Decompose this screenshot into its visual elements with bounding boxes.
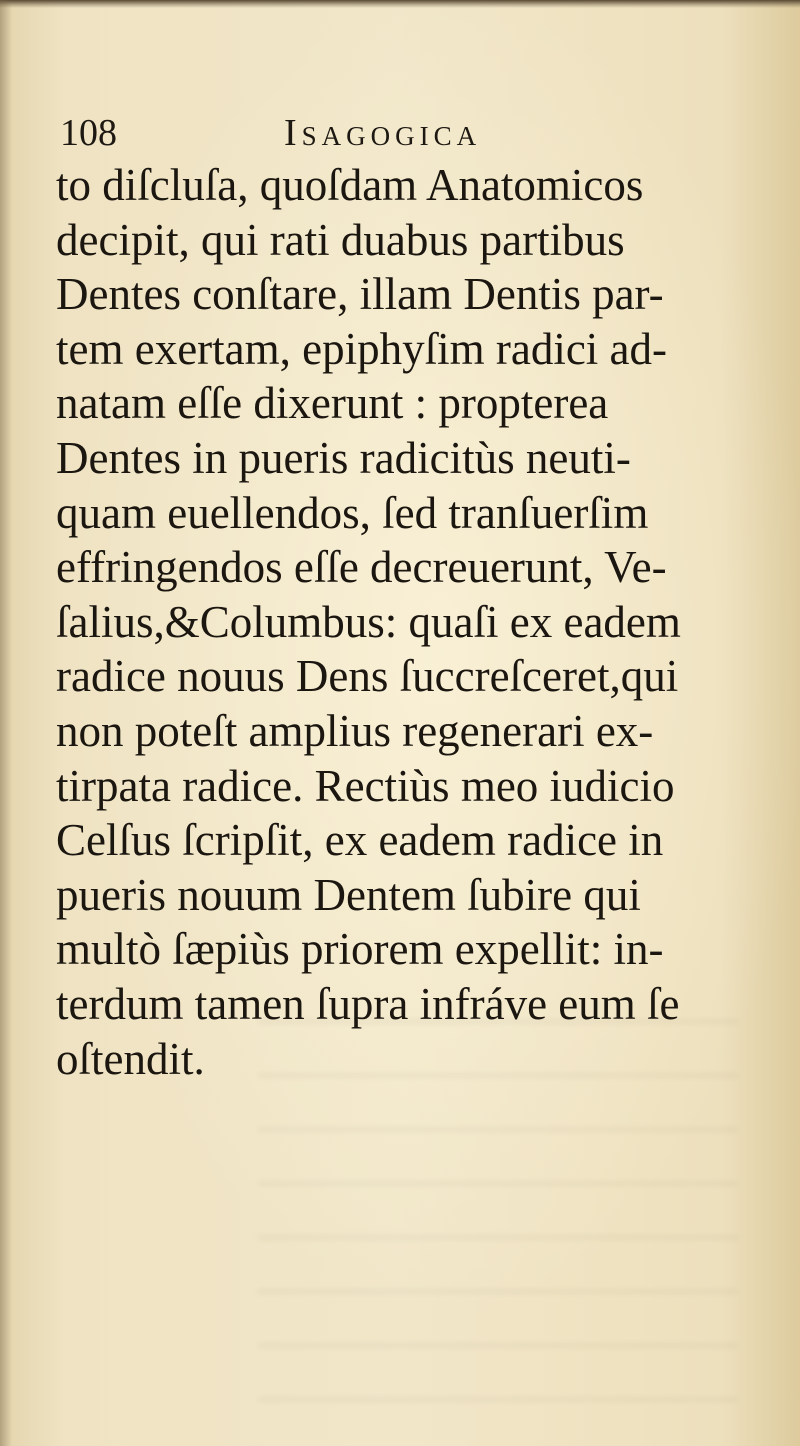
page-header bbox=[60, 108, 720, 158]
text-line: radice nouus Dens ſuccreſceret,qui bbox=[56, 651, 679, 702]
text-line: Dentes conſtare, illam Dentis par- bbox=[56, 269, 664, 320]
text-line: multò ſæpiùs priorem expellit: in- bbox=[56, 924, 664, 975]
body-text bbox=[56, 158, 720, 1086]
page-number: 108 bbox=[60, 112, 117, 154]
running-head: Isagogica bbox=[284, 112, 482, 154]
text-line: decipit, qui rati duabus partibus bbox=[56, 214, 625, 265]
text-line: Dentes in pueris radicitùs neuti- bbox=[56, 432, 631, 483]
text-line: non poteſt amplius regenerari ex- bbox=[56, 705, 654, 756]
text-line: natam eſſe dixerunt : propterea bbox=[56, 378, 609, 429]
text-line: tirpata radice. Rectiùs meo iudicio bbox=[56, 760, 675, 811]
text-line: Celſus ſcripſit, ex eadem radice in bbox=[56, 815, 664, 866]
text-line: oſtendit. bbox=[56, 1033, 205, 1084]
text-line: ſalius,&Columbus: quaſi ex eadem bbox=[56, 596, 681, 647]
text-line: terdum tamen ſupra infráve eum ſe bbox=[56, 978, 680, 1029]
text-line: tem exertam, epiphyſim radici ad- bbox=[56, 323, 668, 374]
text-line: to diſcluſa, quoſdam Anatomicos bbox=[56, 160, 644, 210]
text-line: effringendos eſſe decreuerunt, Ve- bbox=[56, 542, 667, 593]
text-line: pueris nouum Dentem ſubire qui bbox=[56, 869, 641, 920]
text-line: quam euellendos, ſed tranſuerſim bbox=[56, 487, 649, 538]
